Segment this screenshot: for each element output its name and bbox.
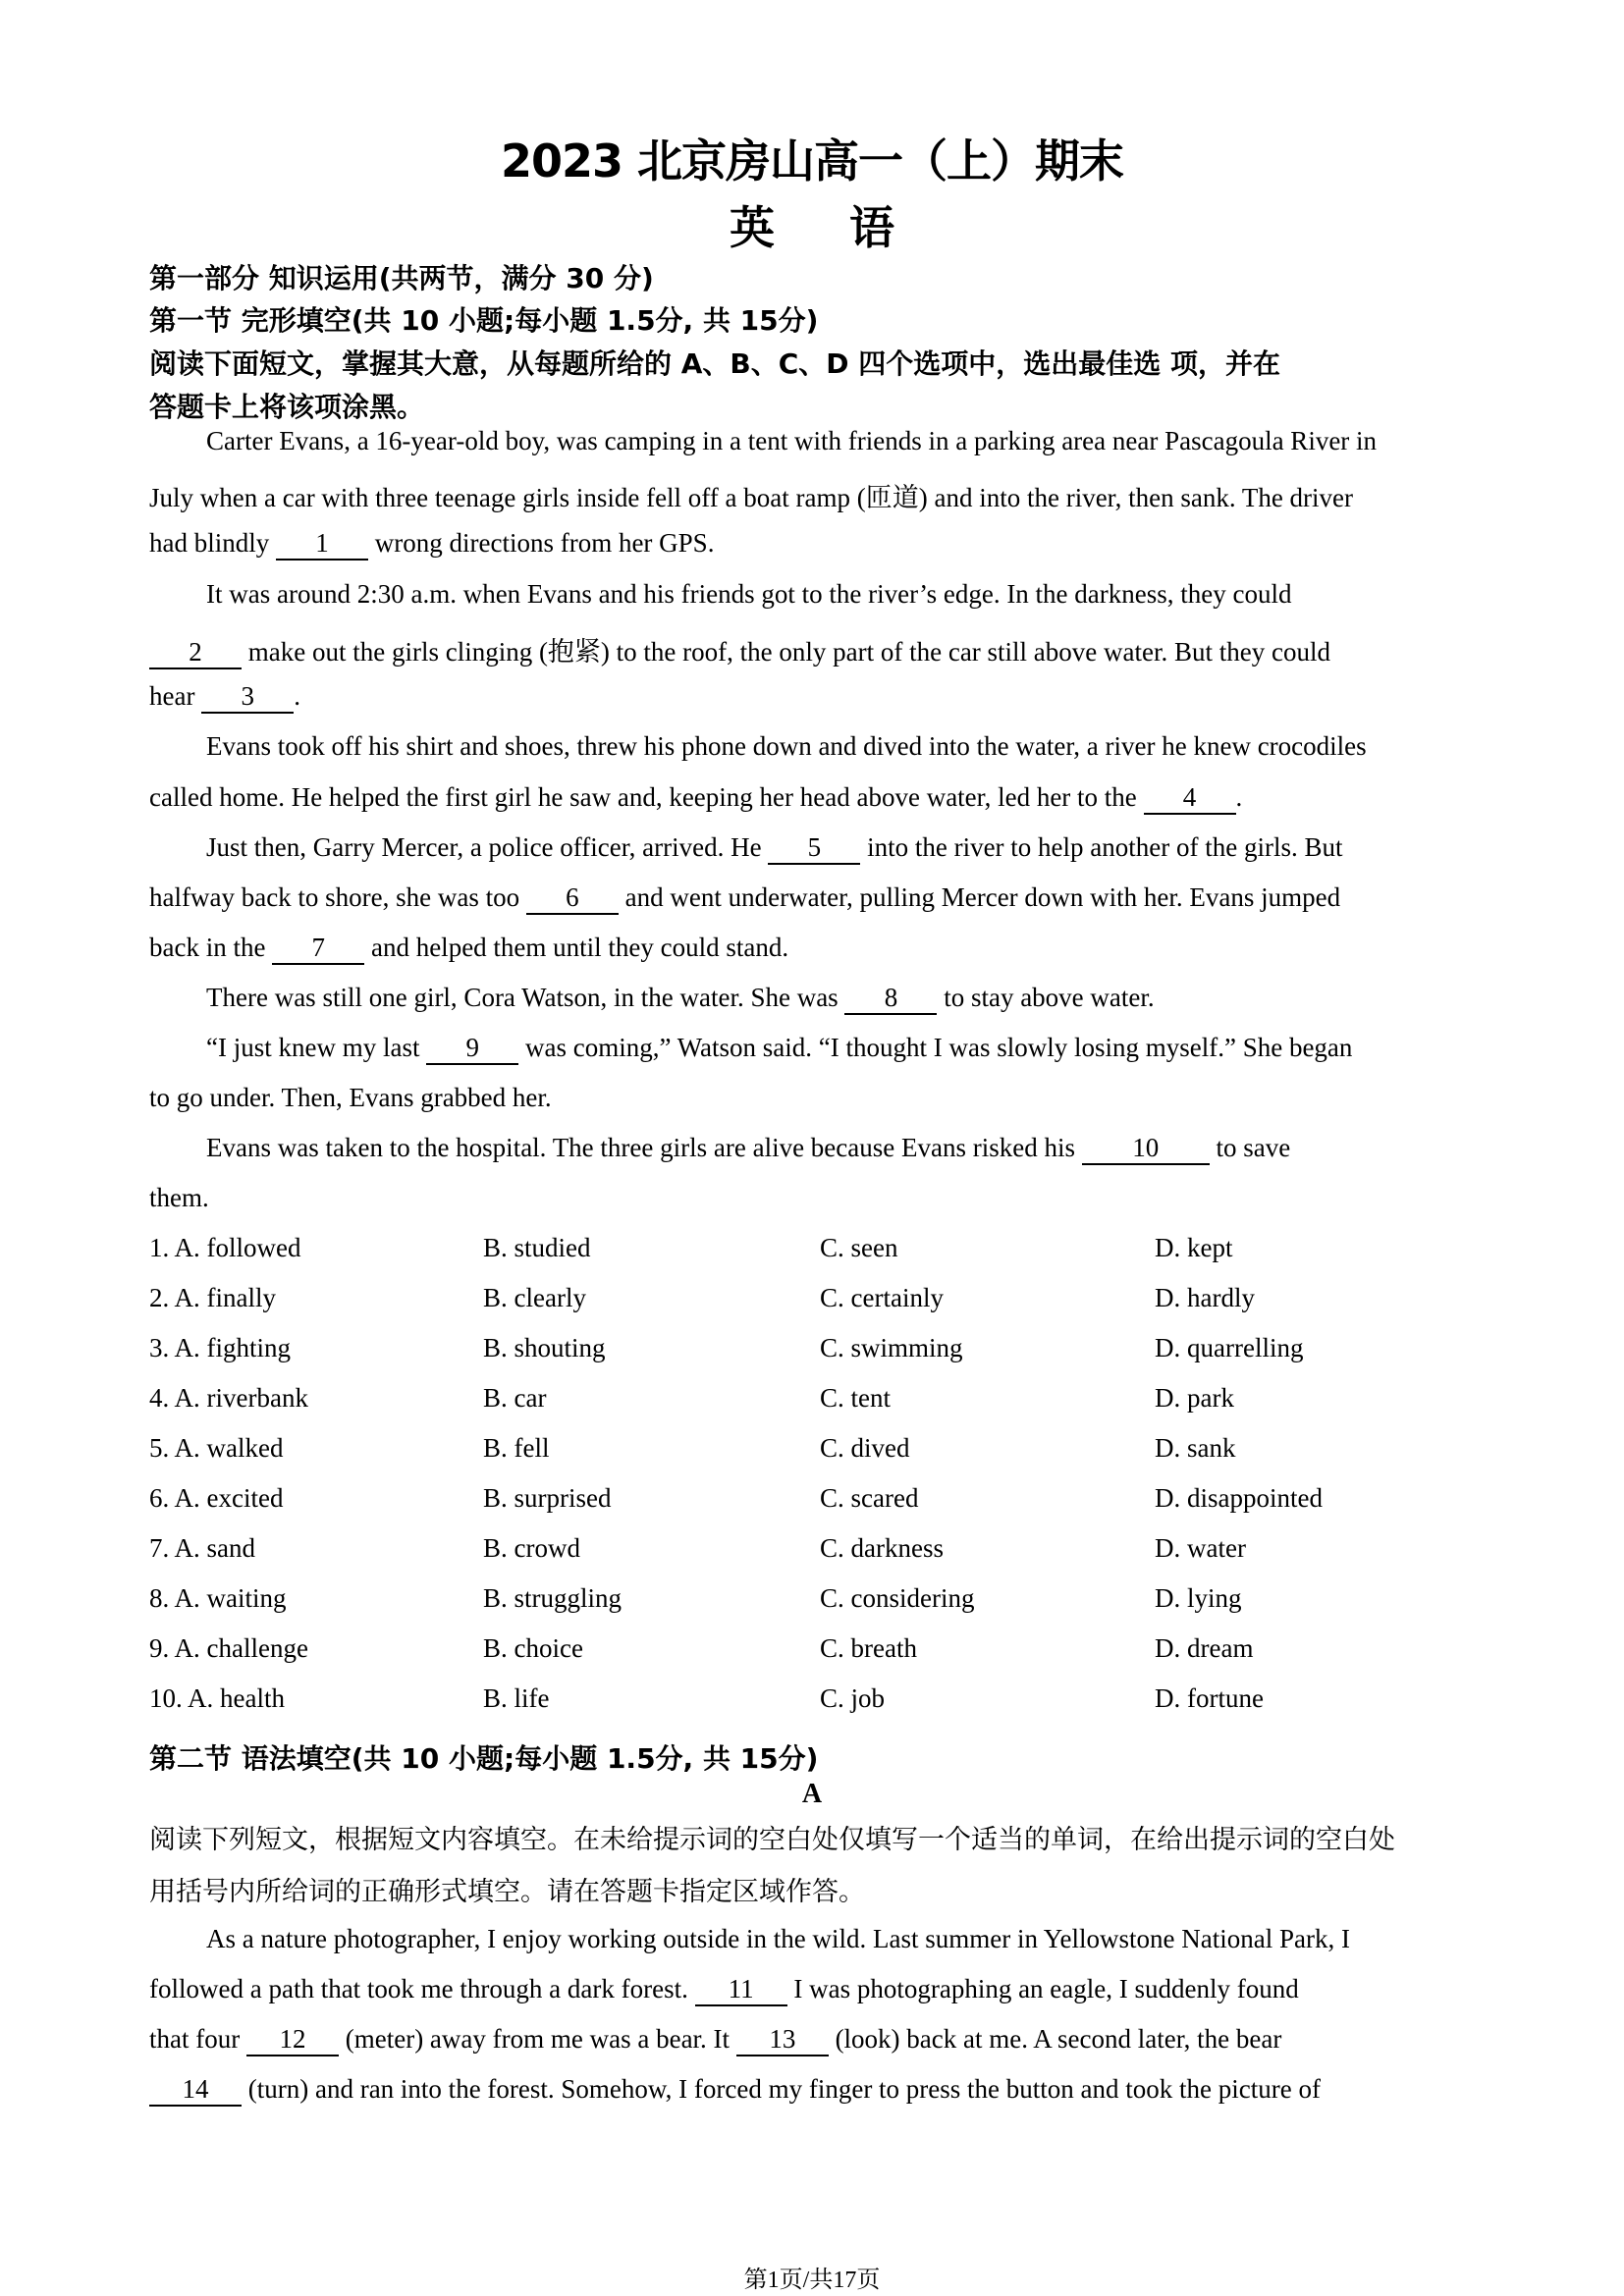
option-7-b: B. crowd (483, 1533, 580, 1563)
option-8-d: D. lying (1155, 1583, 1242, 1613)
option-9-d: D. dream (1155, 1633, 1254, 1663)
passage-line (149, 1083, 552, 1113)
passage-text: Just then, Garry Mercer, a police officer, arrived. He (206, 832, 769, 862)
option-2-a: 2. A. finally (149, 1283, 276, 1312)
passage-text: (look) back at me. A second later, the bear (828, 2024, 1282, 2054)
option-3-d: D. quarrelling (1155, 1333, 1304, 1362)
section2-subheading: A (801, 1779, 823, 1809)
section1-heading: 第一节 完形填空(共 10 小题;每小题 1.5分, 共 15分) (149, 304, 819, 337)
answer-blank-1[interactable]: 1 (276, 530, 368, 561)
page-number: 第1页/共17页 (743, 2268, 881, 2293)
answer-blank-6[interactable]: 6 (526, 884, 619, 915)
option-1-c: C. seen (820, 1233, 898, 1262)
passage-text: and helped them until they could stand. (364, 933, 789, 962)
option-2-c: C. certainly (820, 1283, 944, 1312)
passage-line (206, 983, 1155, 1015)
section2-heading: 第二节 语法填空(共 10 小题;每小题 1.5分, 共 15分) (149, 1742, 819, 1775)
option-8-a: 8. A. waiting (149, 1583, 287, 1613)
section1-instruction-line1: 阅读下面短文，掌握其大意，从每题所给的 A、B、C、D 四个选项中，选出最佳选 项，并在 (149, 347, 1281, 380)
passage-text: . (294, 681, 300, 711)
passage-line (149, 528, 714, 561)
option-6-d: D. disappointed (1155, 1483, 1323, 1513)
option-2-b: B. clearly (483, 1283, 586, 1312)
option-9-c: C. breath (820, 1633, 917, 1663)
exam-subject: 英 语 (729, 201, 894, 254)
section1-instruction-line2: 答题卡上将该项涂黑。 (149, 391, 425, 423)
passage-text: Evans took off his shirt and shoes, threw his phone down and dived into the water, a river he knew crocodiles (206, 731, 1367, 761)
option-5-b: B. fell (483, 1433, 550, 1463)
passage-text: back in the (149, 933, 273, 962)
passage-line (206, 731, 1367, 762)
passage-text: “I just knew my last (206, 1033, 427, 1062)
option-6-c: C. scared (820, 1483, 919, 1513)
answer-blank-3[interactable]: 3 (201, 683, 294, 714)
passage-text: called home. He helped the first girl he saw and, keeping her head above water, led her to the (149, 782, 1144, 812)
option-4-b: B. car (483, 1383, 547, 1413)
option-8-c: C. considering (820, 1583, 975, 1613)
passage-text: wrong directions from her GPS. (368, 528, 715, 558)
option-10-d: D. fortune (1155, 1683, 1264, 1713)
passage-line (149, 2074, 1321, 2107)
passage-text: to save (1209, 1133, 1291, 1162)
passage-text: hear (149, 681, 202, 711)
passage-line (206, 579, 1291, 610)
passage-line (149, 1974, 1299, 2006)
passage-text: to go under. Then, Evans grabbed her. (149, 1083, 552, 1112)
option-3-b: B. shouting (483, 1333, 606, 1362)
option-1-a: 1. A. followed (149, 1233, 301, 1262)
option-1-d: D. kept (1155, 1233, 1233, 1262)
answer-blank-11[interactable]: 11 (695, 1976, 787, 2006)
passage-text: had blindly (149, 528, 276, 558)
option-4-a: 4. A. riverbank (149, 1383, 308, 1413)
option-5-c: C. dived (820, 1433, 910, 1463)
passage-text: into the river to help another of the girls. But (860, 832, 1343, 862)
answer-blank-9[interactable]: 9 (426, 1035, 518, 1065)
option-3-c: C. swimming (820, 1333, 963, 1362)
option-1-b: B. studied (483, 1233, 591, 1262)
answer-blank-12[interactable]: 12 (246, 2026, 339, 2056)
passage-text: As a nature photographer, I enjoy working outside in the wild. Last summer in Yellowstone National Park, I (206, 1924, 1350, 1953)
passage-line (149, 782, 1242, 815)
option-10-b: B. life (483, 1683, 550, 1713)
option-7-d: D. water (1155, 1533, 1246, 1563)
option-5-a: 5. A. walked (149, 1433, 284, 1463)
passage-line (149, 882, 1340, 915)
passage-text: them. (149, 1183, 209, 1212)
option-10-c: C. job (820, 1683, 886, 1713)
passage-text: (turn) and ran into the forest. Somehow, I forced my finger to press the button and took the picture of (242, 2074, 1321, 2104)
option-9-a: 9. A. challenge (149, 1633, 308, 1663)
passage-line (149, 933, 788, 965)
exam-title: 2023 北京房山高一（上）期末 (500, 134, 1124, 187)
option-3-a: 3. A. fighting (149, 1333, 292, 1362)
option-4-d: D. park (1155, 1383, 1234, 1413)
passage-text: halfway back to shore, she was too (149, 882, 526, 912)
passage-text: followed a path that took me through a dark forest. (149, 1974, 695, 2003)
answer-blank-8[interactable]: 8 (844, 985, 937, 1015)
passage-text: that four (149, 2024, 246, 2054)
passage-text: . (1235, 782, 1243, 812)
option-6-b: B. surprised (483, 1483, 612, 1513)
passage-text: make out the girls clinging (抱紧) to the roof, the only part of the car still above water. But they could (242, 637, 1330, 667)
passage-line (149, 1183, 209, 1213)
passage-line (206, 1133, 1290, 1165)
option-5-d: D. sank (1155, 1433, 1236, 1463)
answer-blank-4[interactable]: 4 (1144, 784, 1236, 815)
section2-instruction-line2: 用括号内所给词的正确形式填空。请在答题卡指定区域作答。 (149, 1877, 865, 1907)
answer-blank-2[interactable]: 2 (149, 639, 242, 669)
answer-blank-14[interactable]: 14 (149, 2076, 242, 2107)
passage-text: to stay above water. (937, 983, 1155, 1012)
answer-blank-10[interactable]: 10 (1082, 1135, 1210, 1165)
passage-line (206, 832, 1343, 865)
option-7-a: 7. A. sand (149, 1533, 255, 1563)
option-8-b: B. struggling (483, 1583, 623, 1613)
passage-text: (meter) away from me was a bear. It (338, 2024, 736, 2054)
passage-line (206, 426, 1377, 456)
passage-line (206, 1033, 1352, 1065)
option-4-c: C. tent (820, 1383, 891, 1413)
answer-blank-5[interactable]: 5 (768, 834, 860, 865)
section2-instruction-line1: 阅读下列短文，根据短文内容填空。在未给提示词的空白处仅填写一个适当的单词，在给出提示词的空白处 (149, 1825, 1395, 1855)
passage-text: There was still one girl, Cora Watson, in the water. She was (206, 983, 845, 1012)
option-2-d: D. hardly (1155, 1283, 1255, 1312)
passage-line (149, 630, 1330, 669)
option-7-c: C. darkness (820, 1533, 944, 1563)
option-6-a: 6. A. excited (149, 1483, 284, 1513)
answer-blank-7[interactable]: 7 (272, 934, 364, 965)
passage-text: It was around 2:30 a.m. when Evans and his friends got to the river’s edge. In the darkness, they could (206, 579, 1292, 609)
passage-text: and went underwater, pulling Mercer down with her. Evans jumped (618, 882, 1341, 912)
passage-line (206, 1924, 1350, 1954)
option-10-a: 10. A. health (149, 1683, 285, 1713)
answer-blank-13[interactable]: 13 (736, 2026, 829, 2056)
option-9-b: B. choice (483, 1633, 583, 1663)
passage-text: was coming,” Watson said. “I thought I was slowly losing myself.” She began (518, 1033, 1353, 1062)
passage-line (149, 2024, 1281, 2056)
passage-line (149, 476, 1353, 514)
passage-line (149, 681, 300, 714)
passage-text: Carter Evans, a 16-year-old boy, was camping in a tent with friends in a parking area near Pascagoula River in (206, 426, 1378, 455)
passage-text: I was photographing an eagle, I suddenly found (786, 1974, 1299, 2003)
passage-text: Evans was taken to the hospital. The three girls are alive because Evans risked his (206, 1133, 1082, 1162)
passage-text: July when a car with three teenage girls inside fell off a boat ramp (匝道) and into the river, then sank. The driver (149, 483, 1354, 512)
part1-heading: 第一部分 知识运用(共两节，满分 30 分) (149, 262, 654, 294)
